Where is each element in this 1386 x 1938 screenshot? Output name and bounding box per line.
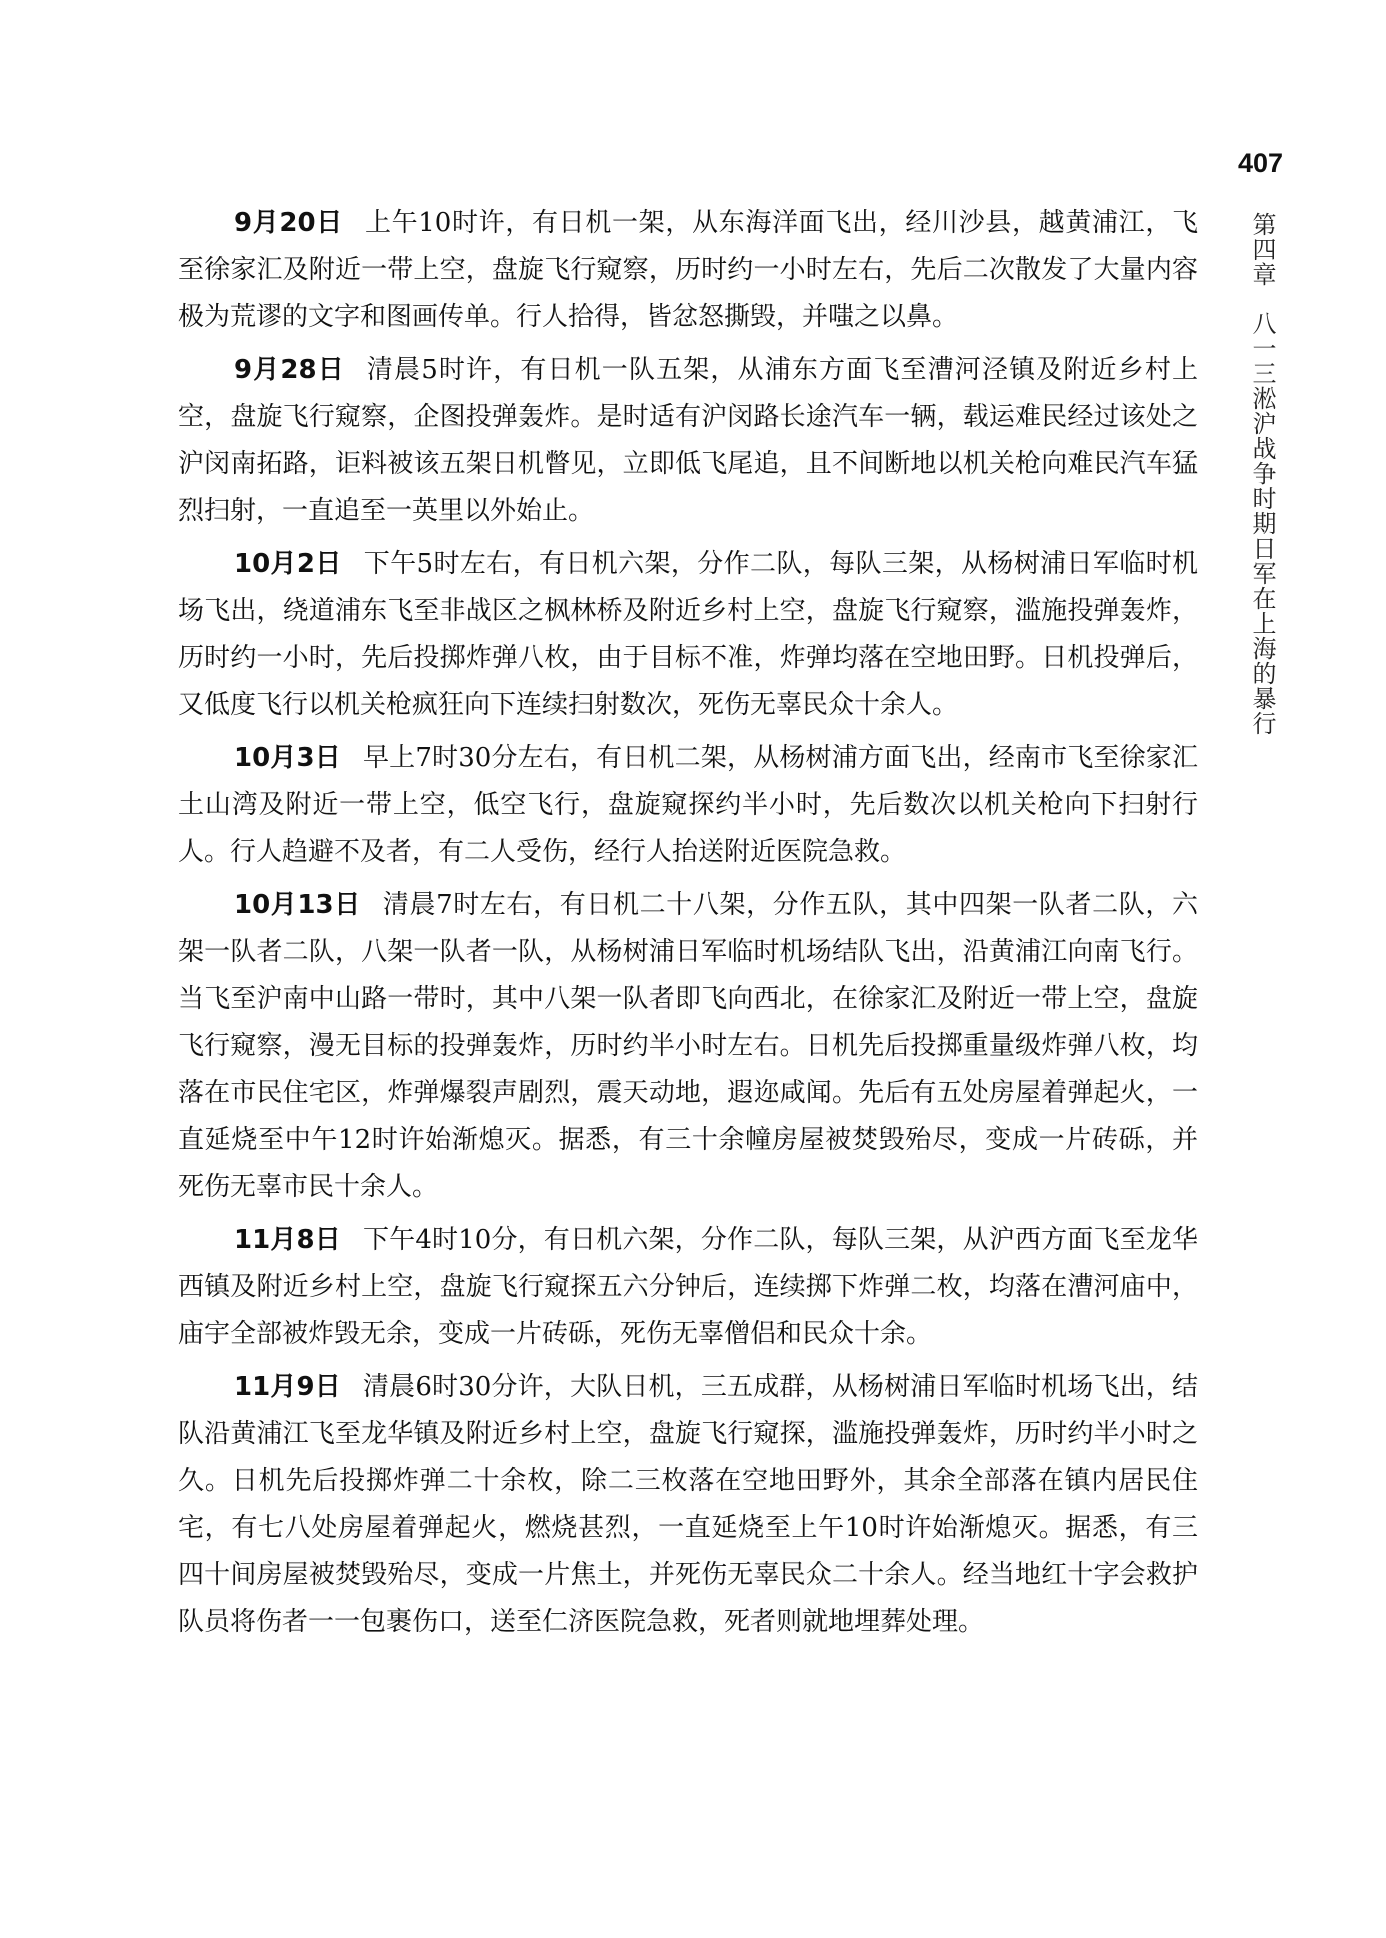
entry-date: 10月13日: [234, 890, 361, 920]
main-text: [178, 200, 1198, 1652]
entry-date: 10月3日: [234, 743, 341, 773]
entry-nov-9: [178, 1364, 1198, 1646]
entry-oct-3: [178, 735, 1198, 876]
entry-sep-20: [178, 200, 1198, 341]
entry-oct-13: [178, 882, 1198, 1211]
chapter-title: 八一三淞沪战争时期日军在上海的暴行: [1248, 311, 1276, 736]
entry-text: 上午10时许，有日机一架，从东海洋面飞出，经川沙县，越黄浦江，飞至徐家汇及附近一带上空，盘旋飞行窥察，历时约一小时左右，先后二次散发了大量内容极为荒谬的文字和图画传单。行人拾得，皆忿怒撕毁，并嗤之以鼻。: [178, 208, 1198, 332]
entry-nov-8: [178, 1217, 1198, 1358]
entry-date: 9月28日: [234, 355, 345, 385]
entry-text: 清晨6时30分许，大队日机，三五成群，从杨树浦日军临时机场飞出，结队沿黄浦江飞至龙华镇及附近乡村上空，盘旋飞行窥探，滥施投弹轰炸，历时约半小时之久。日机先后投掷炸弹二十余枚，除二三枚落在空地田野外，其余全部落在镇内居民住宅，有七八处房屋着弹起火，燃烧甚烈，一直延烧至上午10时许始渐熄灭。据悉，有三四十间房屋被焚毁殆尽，变成一片焦土，并死伤无辜民众二十余人。经当地红十字会救护队员将伤者一一包裹伤口，送至仁济医院急救，死者则就地埋葬处理。: [178, 1372, 1198, 1637]
entry-date: 9月20日: [234, 208, 343, 238]
page-number: 407: [1238, 148, 1284, 178]
entry-text: 下午5时左右，有日机六架，分作二队，每队三架，从杨树浦日军临时机场飞出，绕道浦东飞至非战区之枫林桥及附近乡村上空，盘旋飞行窥察，滥施投弹轰炸，历时约一小时，先后投掷炸弹八枚，由于目标不准，炸弹均落在空地田野。日机投弹后，又低度飞行以机关枪疯狂向下连续扫射数次，死伤无辜民众十余人。: [178, 549, 1198, 720]
entry-text: 清晨5时许，有日机一队五架，从浦东方面飞至漕河泾镇及附近乡村上空，盘旋飞行窥察，企图投弹轰炸。是时适有沪闵路长途汽车一辆，载运难民经过该处之沪闵南拓路，讵料被该五架日机瞥见，立即低飞尾追，且不间断地以机关枪向难民汽车猛烈扫射，一直追至一英里以外始止。: [178, 355, 1198, 526]
entry-sep-28: [178, 347, 1198, 535]
entry-text: 清晨7时左右，有日机二十八架，分作五队，其中四架一队者二队，六架一队者二队，八架一队者一队，从杨树浦日军临时机场结队飞出，沿黄浦江向南飞行。当飞至沪南中山路一带时，其中八架一队者即飞向西北，在徐家汇及附近一带上空，盘旋飞行窥察，漫无目标的投弹轰炸，历时约半小时左右。日机先后投掷重量级炸弹八枚，均落在市民住宅区，炸弹爆裂声剧烈，震天动地，遐迩咸闻。先后有五处房屋着弹起火，一直延烧至中午12时许始渐熄灭。据悉，有三十余幢房屋被焚毁殆尽，变成一片砖砾，并死伤无辜市民十余人。: [178, 890, 1198, 1202]
entry-date: 10月2日: [234, 549, 342, 579]
entry-text: 早上7时30分左右，有日机二架，从杨树浦方面飞出，经南市飞至徐家汇土山湾及附近一带上空，低空飞行，盘旋窥探约半小时，先后数次以机关枪向下扫射行人。行人趋避不及者，有二人受伤，经行人抬送附近医院急救。: [178, 743, 1198, 867]
entry-date: 11月9日: [234, 1372, 341, 1402]
entry-text: 下午4时10分，有日机六架，分作二队，每队三架，从沪西方面飞至龙华西镇及附近乡村上空，盘旋飞行窥探五六分钟后，连续掷下炸弹二枚，均落在漕河庙中，庙宇全部被炸毁无余，变成一片砖砾，死伤无辜僧侣和民众十余。: [178, 1225, 1198, 1349]
entry-date: 11月8日: [234, 1225, 341, 1255]
chapter-label: 第四章: [1248, 212, 1276, 287]
entry-oct-2: [178, 541, 1198, 729]
running-title: [1244, 212, 1280, 736]
